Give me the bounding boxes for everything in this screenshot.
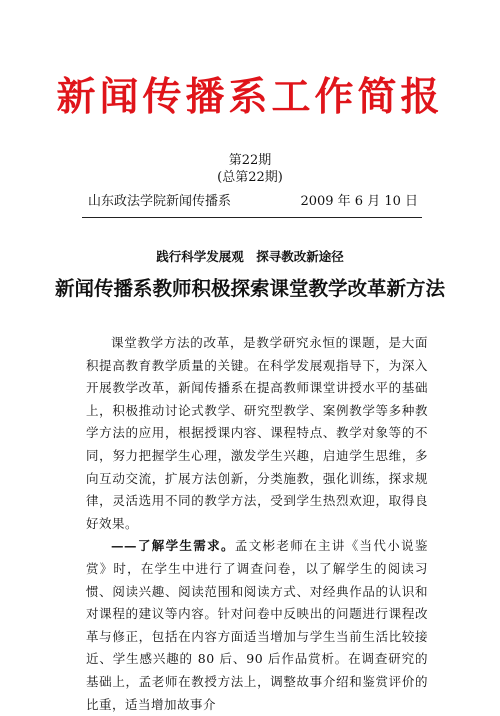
divider-rule — [82, 217, 422, 218]
paragraph-2-body: 孟文彬老师在主讲《当代小说鉴赏》时，在学生中进行了调查问卷，以了解学生的阅读习惯、阅读兴趣、阅读范围和阅读方式、对经典作品的认识和对课程的建议等内容。针对问卷中反映出的问题进行课程改革与修正，包括在内容方面适当增加与学生当前生活比较接近、学生感兴趣的 80 后、90 后作品赏析。在调查研究的基础上，孟老师在教授方法上，调整故事介绍和鉴赏评价的比重，适当增加故事介 — [86, 538, 428, 712]
paragraph-2 — [86, 535, 428, 716]
paragraph-2-lead: ——了解学生需求。 — [111, 538, 235, 554]
issue-number: 第22期 — [228, 153, 272, 168]
article-body — [86, 332, 428, 716]
paragraph-1: 课堂教学方法的改革，是教学研究永恒的课题，是大面积提高教育教学质量的关键。在科学发展观指导下，为深入开展教学改革，新闻传播系在提高教师课堂讲授水平的基础上，积极推动讨论式教学、研究型教学、案例教学等多种教学方法的应用，根据授课内容、课程特点、教学对象等的不同，努力把握学生心理，激发学生兴趣，启迪学生思维，多向互动交流，扩展方法创新，分类施教，强化训练，探求规律，灵活选用不同的教学方法，受到学生热烈欢迎，取得良好效果。 — [86, 335, 428, 531]
article-kicker: 践行科学发展观 探寻教改新途径 — [156, 249, 344, 264]
issue-total: (总第22期) — [217, 170, 283, 185]
masthead-title: 新闻传播系工作简报 — [56, 74, 444, 120]
article-headline: 新闻传播系教师积极探索课堂教学改革新方法 — [54, 277, 445, 300]
organization: 山东政法学院新闻传播系 — [88, 194, 232, 209]
info-row — [88, 193, 418, 211]
publish-date: 2009 年 6 月 10 日 — [300, 194, 418, 209]
issue-block — [0, 152, 500, 186]
